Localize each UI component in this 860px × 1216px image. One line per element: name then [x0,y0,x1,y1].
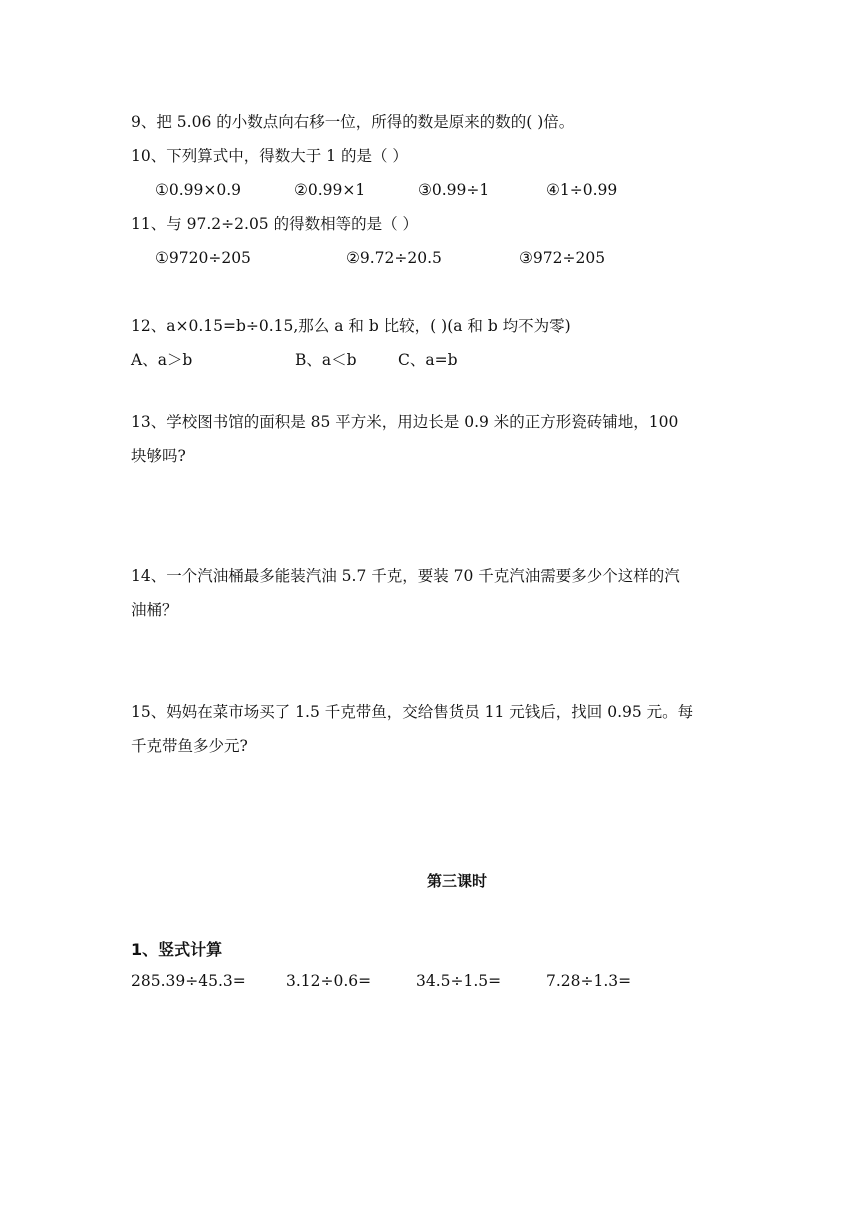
question-12-option-c: C、a=b [398,351,458,369]
question-15-line-2: 千克带鱼多少元? [131,737,248,755]
question-11-option-3: ③972÷205 [519,249,606,267]
calc-item-1: 285.39÷45.3= [131,972,246,990]
question-12-option-b: B、a＜b [295,351,357,369]
calc-item-3: 34.5÷1.5= [416,972,502,990]
lesson-title: 第三课时 [427,872,488,890]
question-14-line-1: 14、一个汽油桶最多能装汽油 5.7 千克，要装 70 千克汽油需要多少个这样的汽 [131,567,680,585]
question-12-stem: 12、a×0.15=b÷0.15,那么 a 和 b 比较，( )(a 和 b 均不为零) [131,317,571,335]
calc-item-4: 7.28÷1.3= [546,972,632,990]
question-10-option-1: ①0.99×0.9 [155,181,242,199]
question-10-option-4: ④1÷0.99 [546,181,618,199]
question-14-line-2: 油桶？ [131,601,178,619]
question-10-option-3: ③0.99÷1 [418,181,490,199]
question-11-option-1: ①9720÷205 [155,249,251,267]
question-9: 9、把 5.06 的小数点向右移一位，所得的数是原来的数的( )倍。 [131,113,575,131]
question-10-stem: 10、下列算式中，得数大于 1 的是（ ） [131,147,408,165]
section-1-heading: 1、竖式计算 [131,940,223,959]
question-12-option-a: A、a＞b [131,351,193,369]
calc-item-2: 3.12÷0.6= [286,972,372,990]
question-11-stem: 11、与 97.2÷2.05 的得数相等的是（ ） [131,215,419,233]
question-15-line-1: 15、妈妈在菜市场买了 1.5 千克带鱼，交给售货员 11 元钱后，找回 0.95 元。每 [131,703,694,721]
question-13-line-2: 块够吗? [131,447,186,465]
question-13-line-1: 13、学校图书馆的面积是 85 平方米，用边长是 0.9 米的正方形瓷砖铺地，100 [131,413,679,431]
question-11-option-2: ②9.72÷20.5 [346,249,442,267]
question-10-option-2: ②0.99×1 [294,181,366,199]
